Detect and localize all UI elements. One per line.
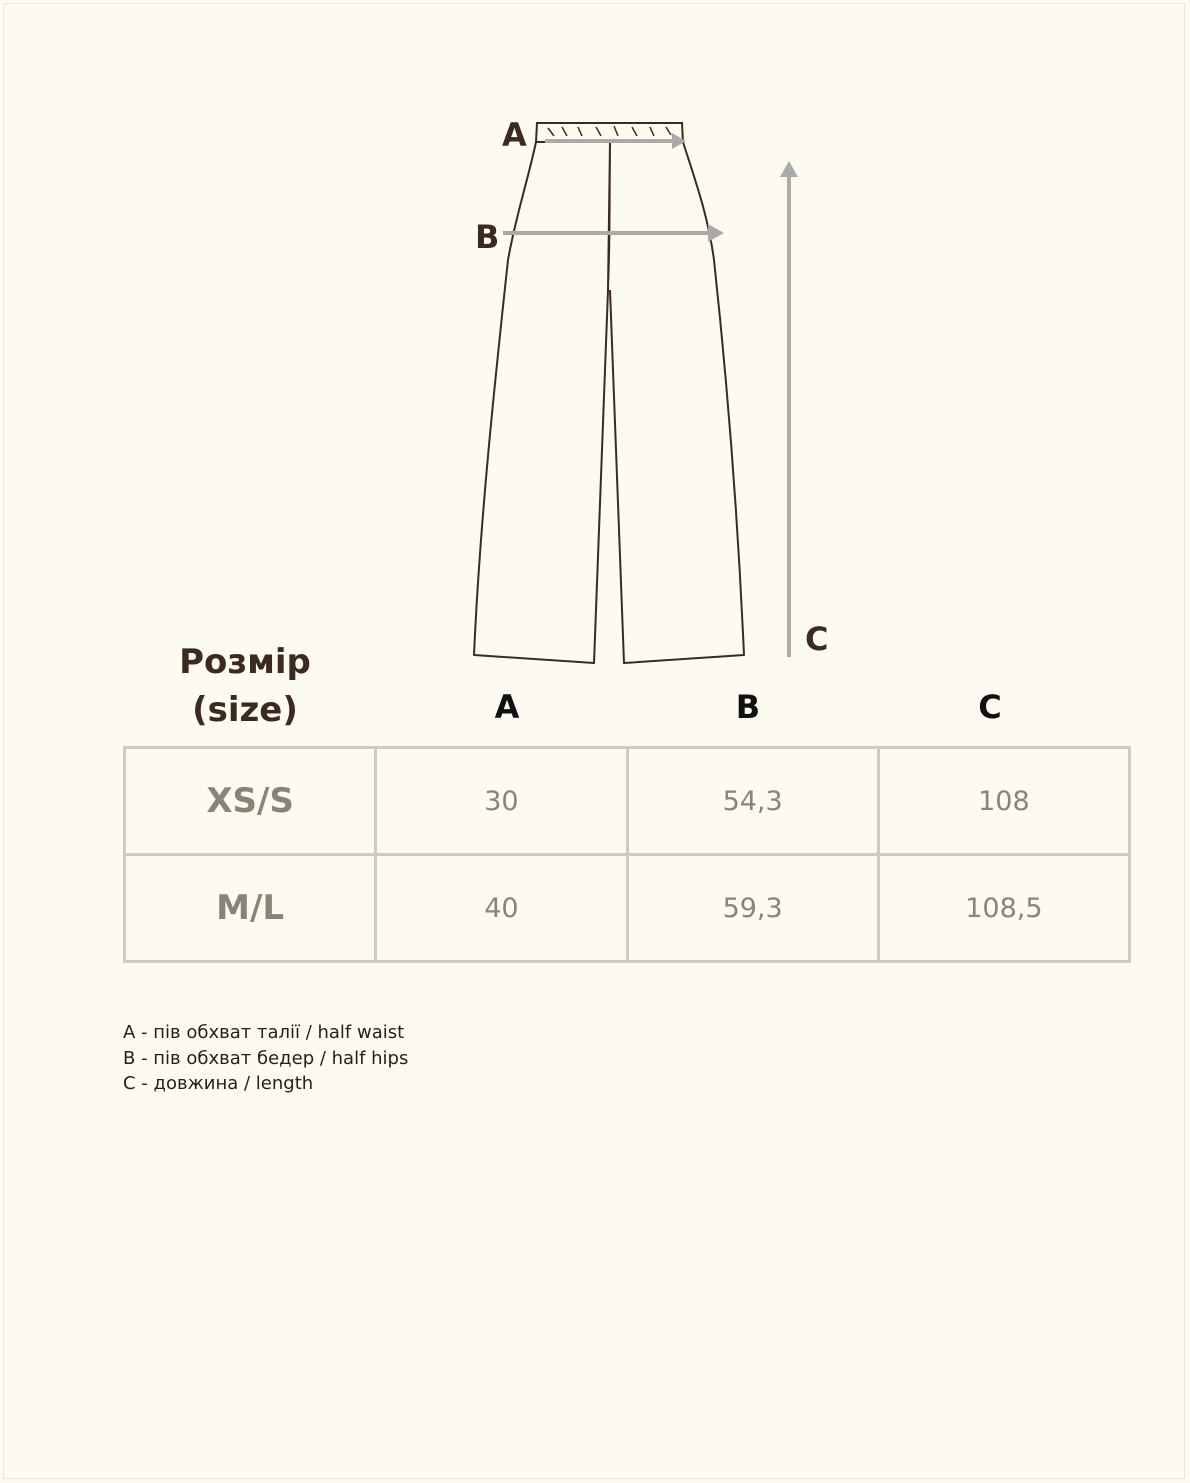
table-row [125, 748, 1130, 855]
waistband-gathers [548, 126, 671, 136]
legend-item-a: A - пів обхват талії / half waist [123, 1022, 405, 1043]
value-cell-c: 108 [878, 748, 1129, 855]
column-header-c: C [978, 688, 1002, 726]
size-title-line1: Розмір [179, 642, 311, 682]
size-title [150, 638, 340, 734]
pants-illustration-svg [0, 0, 1190, 690]
label-c: C [805, 620, 829, 658]
size-table [123, 746, 1131, 963]
size-title-line2: (size) [192, 690, 298, 730]
column-header-b: B [735, 688, 761, 726]
column-header-a: A [494, 688, 520, 726]
size-cell: M/L [125, 855, 376, 962]
arrow-c-head [780, 161, 798, 177]
value-cell-b: 54,3 [627, 748, 878, 855]
label-b: B [475, 218, 500, 256]
value-cell-c: 108,5 [878, 855, 1129, 962]
table-row [125, 855, 1130, 962]
pants-diagram [0, 0, 1190, 690]
legend-item-b: B - пів обхват бедер / half hips [123, 1047, 409, 1069]
right-leg-outline [610, 142, 744, 663]
label-a: A [502, 116, 527, 154]
value-cell-a: 40 [376, 855, 627, 962]
measurement-legend [123, 1020, 408, 1097]
value-cell-b: 59,3 [627, 855, 878, 962]
size-cell: XS/S [125, 748, 376, 855]
arrow-b-head [708, 224, 724, 242]
legend-item-c: C - довжина / length [123, 1073, 314, 1094]
value-cell-a: 30 [376, 748, 627, 855]
